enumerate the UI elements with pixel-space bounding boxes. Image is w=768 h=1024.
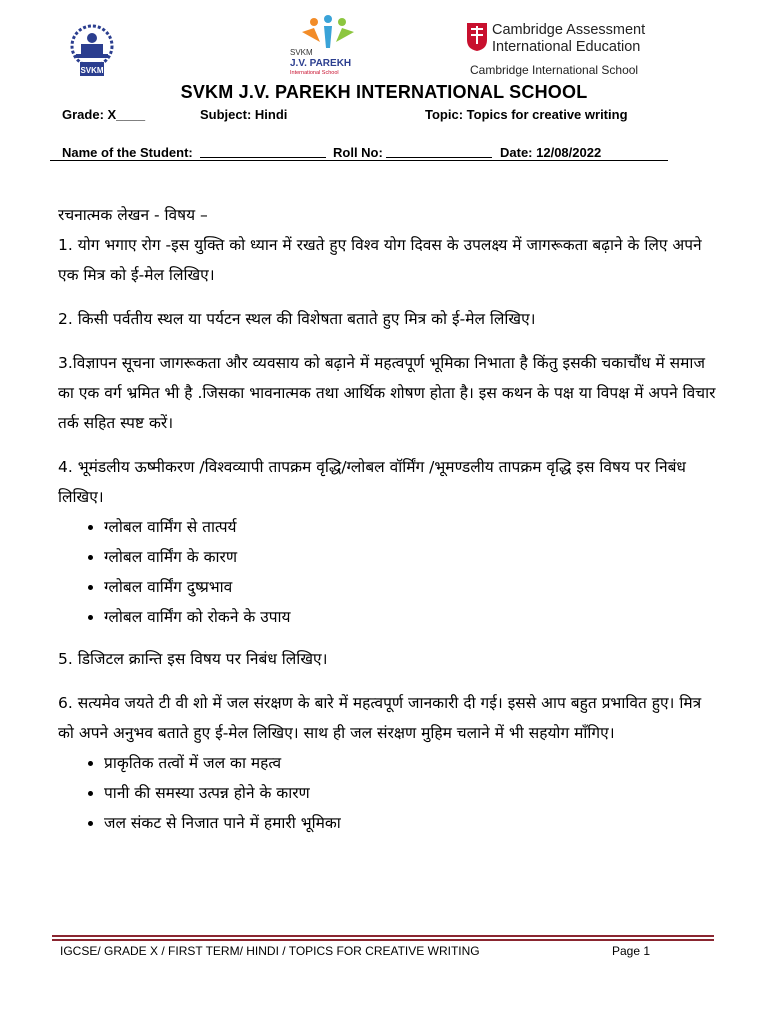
question-3: 3.विज्ञापन सूचना जागरूकता और व्यवसाय को बढ़ाने में महत्वपूर्ण भूमिका निभाता है किंतु इसकी चकाचौंध में समाज का एक वर्ग भ्रमित भी है .जिसका भावनात्मक तथा आर्थिक शोषण होता है। इस कथन के पक्ष या विपक्ष में अपने विचार तर्क सहित स्पष्ट करें।: [58, 354, 716, 432]
footer-course-info: IGCSE/ GRADE X / FIRST TERM/ HINDI / TOPICS FOR CREATIVE WRITING: [60, 944, 480, 958]
topics-heading: रचनात्मक लेखन - विषय –: [58, 206, 208, 224]
topic: [425, 107, 628, 122]
logo-left-text: SVKM: [80, 66, 104, 75]
cambridge-title-line2: International Education: [492, 39, 641, 55]
list-item: • ग्लोबल वार्मिंग दुष्प्रभाव: [104, 572, 718, 602]
roll-no-label: Roll No:: [333, 145, 383, 160]
cambridge-subtitle: Cambridge International School: [470, 63, 639, 77]
question-6-points: [58, 748, 718, 838]
topic-label: Topic:: [425, 107, 464, 122]
cambridge-title-line1: Cambridge Assessment: [492, 22, 646, 38]
question-6: 6. सत्यमेव जयते टी वी शो में जल संरक्षण के बारे में महत्वपूर्ण जानकारी दी गई। इससे आप बहुत प्रभावित हुए। मित्र को अपने अनुभव बताते हुए ई-मेल लिखिए। साथ ही जल संरक्षण मुहिम चलाने में भी सहयोग माँगिए।: [58, 694, 702, 742]
question-4-points: [58, 512, 718, 632]
list-item: • जल संकट से निजात पाने में हमारी भूमिका: [104, 808, 718, 838]
question-2: 2. किसी पर्वतीय स्थल या पर्यटन स्थल की विशेषता बताते हुए मित्र को ई-मेल लिखिए।: [58, 310, 536, 328]
student-name-label: Name of the Student:: [62, 145, 193, 160]
school-name: SVKM J.V. PAREKH INTERNATIONAL SCHOOL: [180, 82, 588, 102]
jv-parekh-logo: [280, 14, 376, 82]
creative-writing-topics: [58, 200, 718, 850]
list-item: • ग्लोबल वार्मिंग को रोकने के उपाय: [104, 602, 718, 632]
list-item: • पानी की समस्या उत्पन्न होने के कारण: [104, 778, 718, 808]
list-item: • ग्लोबल वार्मिंग के कारण: [104, 542, 718, 572]
list-item: • ग्लोबल वार्मिंग से तात्पर्य: [104, 512, 718, 542]
question-1: 1. योग भगाए रोग -इस युक्ति को ध्यान में रखते हुए विश्व योग दिवस के उपलक्ष्य में जागरूकता बढ़ाने के लिए अपने एक मित्र को ई-मेल लिखिए।: [58, 236, 702, 284]
logo-mid-name: J.V. PAREKH: [290, 58, 352, 69]
subject-label: Subject: Hindi: [200, 107, 288, 122]
page-number: Page 1: [612, 944, 651, 958]
list-item: • प्राकृतिक तत्वों में जल का महत्व: [104, 748, 718, 778]
cambridge-title: [492, 22, 645, 56]
header-divider: [50, 160, 668, 161]
logo-mid-svkm: SVKM: [290, 48, 313, 57]
footer-rule: [52, 935, 714, 943]
question-5: 5. डिजिटल क्रान्ति इस विषय पर निबंध लिखिए।: [58, 650, 328, 668]
question-4: 4. भूमंडलीय ऊष्मीकरण /विश्वव्यापी तापक्रम वृद्धि/ग्लोबल वॉर्मिंग /भूमण्डलीय तापक्रम वृद्धि इस विषय पर निबंध लिखिए।: [58, 458, 686, 506]
topic-value: Topics for creative writing: [466, 107, 628, 122]
logo-mid-sub: International School: [290, 70, 339, 76]
cambridge-shield-icon: [466, 22, 488, 52]
svkm-logo: [64, 22, 120, 80]
grade-label: Grade: X____: [62, 107, 146, 122]
date-label: Date: 12/08/2022: [500, 145, 602, 160]
